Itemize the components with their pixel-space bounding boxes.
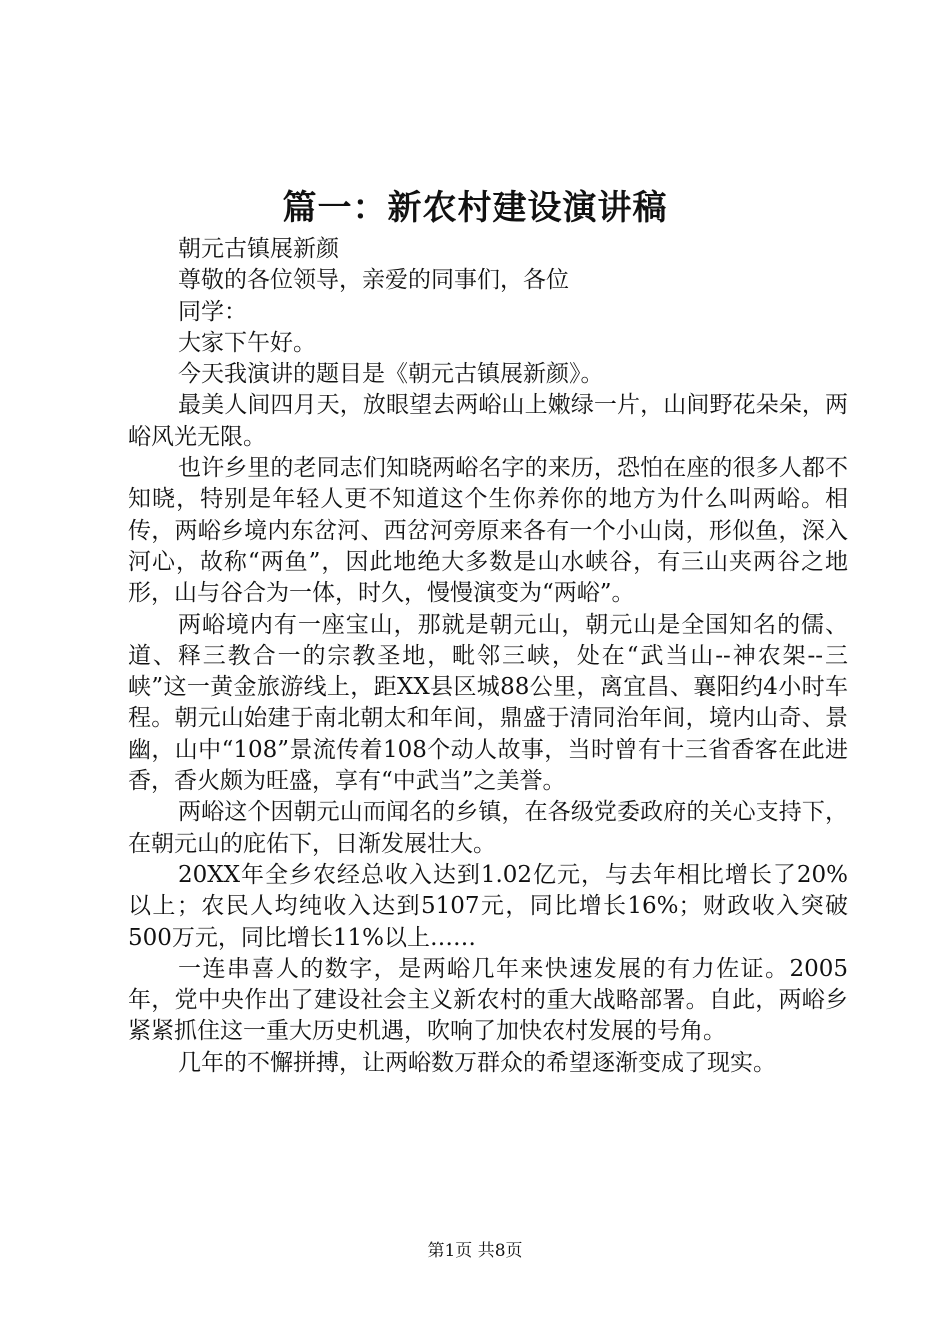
paragraph-subtitle: 朝元古镇展新颜: [178, 236, 339, 262]
page-number: 第1页 共8页: [427, 1241, 523, 1261]
paragraph-topic: 今天我演讲的题目是《朝元古镇展新颜》。: [178, 361, 604, 388]
paragraph-scenery: 最美人间四月天，放眼望去两峪山上嫩绿一片，山间野花朵朵，两峪风光无限。: [128, 392, 848, 450]
paragraph-development: 两峪这个因朝元山而闻名的乡镇，在各级党委政府的关心支持下，在朝元山的庇佑下，日渐发展壮大。: [128, 799, 848, 857]
paragraph-statistics: 20XX年全乡农经总收入达到1.02亿元，与去年相比增长了20%以上；农民人均纯收入达到5107元，同比增长16%；财政收入突破500万元，同比增长11%以上……: [128, 861, 848, 951]
document-title: 篇一：新农村建设演讲稿: [282, 188, 668, 228]
paragraph-closing: 几年的不懈拼搏，让两峪数万群众的希望逐渐变成了现实。: [178, 1049, 776, 1076]
document-body: [128, 234, 848, 1079]
paragraph-salutation: 大家下午好。: [178, 329, 316, 356]
paragraph-chaoyuan-mountain: 两峪境内有一座宝山，那就是朝元山，朝元山是全国知名的儒、道、释三教合一的宗教圣地，毗邻三峡，处在“武当山--神农架--三峡”这一黄金旅游线上，距XX县区城88公里，离宜昌、襄阳约4小时车程。朝元山始建于南北朝太和年间，鼎盛于清同治年间，境内山奇、景幽，山中“108”景流传着108个动人故事，当时曾有十三省香客在此进香，香火颇为旺盛，享有“中武当”之美誉。: [128, 611, 848, 795]
paragraph-name-origin: 也许乡里的老同志们知晓两峪名字的来历，恐怕在座的很多人都不知晓，特别是年轻人更不知道这个生你养你的地方为什么叫两峪。相传，两峪乡境内东岔河、西岔河旁原来各有一个小山岗，形似鱼，深入河心，故称“两鱼”，因此地绝大多数是山水峡谷，有三山夹两谷之地形，山与谷合为一体，时久，慢慢演变为“两峪”。: [128, 455, 848, 607]
paragraph-greeting-cont: 同学：: [178, 298, 247, 325]
paragraph-new-countryside: 一连串喜人的数字，是两峪几年来快速发展的有力佐证。2005年，党中央作出了建设社会主义新农村的重大战略部署。自此，两峪乡紧紧抓住这一重大历史机遇，吹响了加快农村发展的号角。: [128, 955, 848, 1045]
paragraph-greeting: 尊敬的各位领导，亲爱的同事们，各位: [178, 267, 569, 294]
